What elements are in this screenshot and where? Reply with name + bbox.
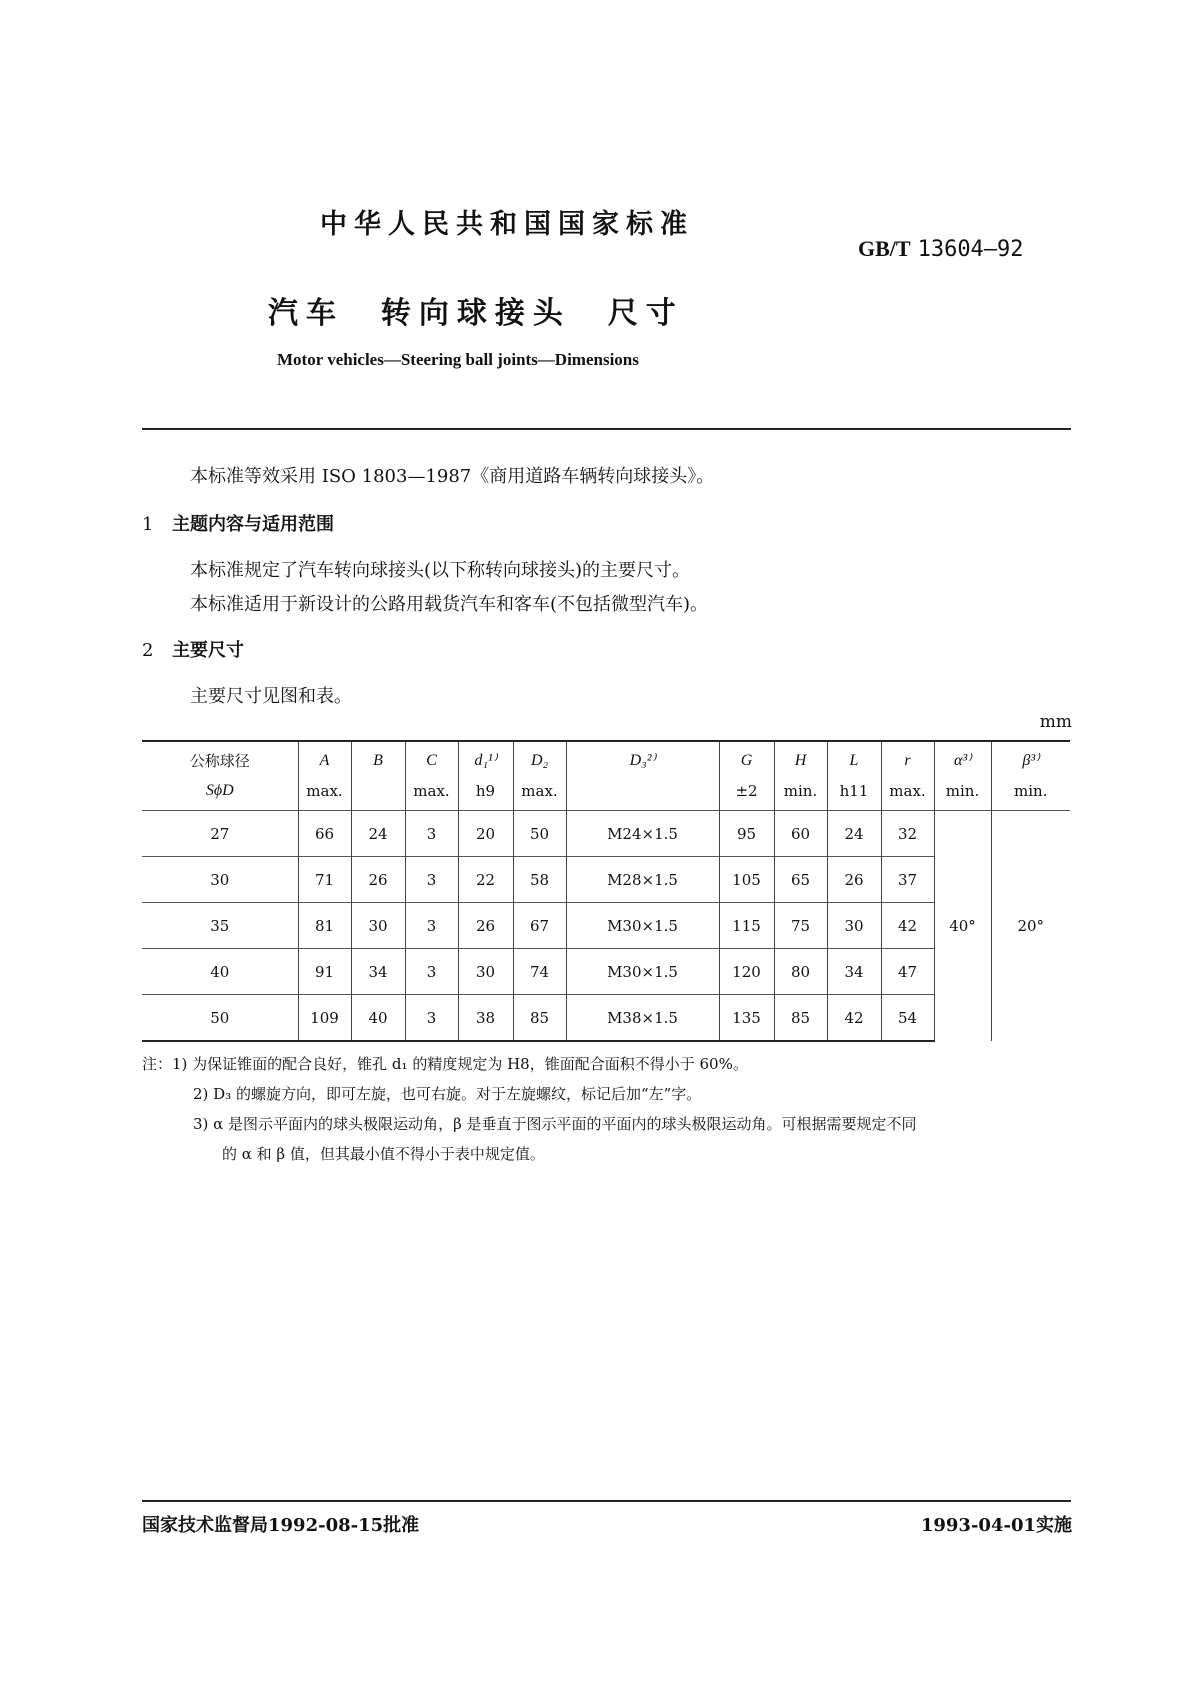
table-cell: 47 — [881, 949, 934, 995]
table-row — [142, 903, 1070, 949]
column-header — [142, 741, 298, 811]
section-2-heading — [142, 636, 244, 662]
table-cell: 105 — [719, 857, 774, 903]
column-header — [458, 741, 513, 811]
table-cell: 26 — [458, 903, 513, 949]
table-cell: M38×1.5 — [566, 995, 719, 1042]
table-cell: 85 — [774, 995, 827, 1042]
table-cell: 71 — [298, 857, 351, 903]
column-symbol: d₁¹⁾ — [474, 752, 497, 769]
table-cell: M24×1.5 — [566, 811, 719, 857]
table-cell: 81 — [298, 903, 351, 949]
column-symbol: H — [794, 752, 807, 769]
table-cell: 65 — [774, 857, 827, 903]
table-cell: 22 — [458, 857, 513, 903]
org-title: 中华人民共和国国家标准 — [320, 209, 694, 240]
column-qualifier — [352, 776, 405, 806]
column-symbol: β³⁾ — [1022, 752, 1040, 769]
table-cell: 75 — [774, 903, 827, 949]
column-qualifier: SϕD — [205, 782, 234, 799]
beta-value-cell: 20° — [991, 811, 1070, 1042]
table-cell: 50 — [513, 811, 566, 857]
column-qualifier: min. — [945, 782, 980, 800]
table-cell: 20 — [458, 811, 513, 857]
table-cell: 60 — [774, 811, 827, 857]
table-cell: 80 — [774, 949, 827, 995]
section-2-paragraph: 主要尺寸见图和表。 — [190, 686, 352, 707]
table-cell: 26 — [827, 857, 881, 903]
table-cell: 34 — [351, 949, 405, 995]
table-cell: 40 — [351, 995, 405, 1042]
table-cell: M30×1.5 — [566, 903, 719, 949]
table-cell: 26 — [351, 857, 405, 903]
column-symbol: α³⁾ — [953, 752, 972, 769]
section-1-heading — [142, 510, 334, 536]
table-cell: 27 — [142, 811, 298, 857]
table-row — [142, 949, 1070, 995]
table-row — [142, 811, 1070, 857]
table-cell: 34 — [827, 949, 881, 995]
table-cell: 30 — [827, 903, 881, 949]
table-cell: 37 — [881, 857, 934, 903]
chinese-title: 汽车 转向球接头 尺寸 — [268, 296, 684, 331]
column-header — [774, 741, 827, 811]
table-cell: 120 — [719, 949, 774, 995]
table-cell: 109 — [298, 995, 351, 1042]
column-header — [513, 741, 566, 811]
table-cell: 135 — [719, 995, 774, 1042]
column-qualifier — [567, 776, 719, 806]
column-symbol: G — [740, 752, 753, 769]
table-cell: 67 — [513, 903, 566, 949]
table-cell: 24 — [351, 811, 405, 857]
table-cell: 115 — [719, 903, 774, 949]
note-1: 注：1) 为保证锥面的配合良好，锥孔 d₁ 的精度规定为 H8，锥面配合面积不得小于 60%。 — [142, 1055, 748, 1073]
column-header — [351, 741, 405, 811]
table-cell: 3 — [405, 903, 458, 949]
section-2-number: 2 — [142, 640, 154, 661]
unit-label: mm — [1039, 712, 1072, 732]
table-cell: 91 — [298, 949, 351, 995]
table-cell: M30×1.5 — [566, 949, 719, 995]
column-qualifier: max. — [413, 782, 450, 800]
effective-date: 1993-04-01实施 — [920, 1515, 1072, 1536]
table-cell: 3 — [405, 857, 458, 903]
table-cell: 38 — [458, 995, 513, 1042]
column-qualifier: min. — [783, 782, 818, 800]
table-cell: 40 — [142, 949, 298, 995]
column-qualifier: ±2 — [735, 782, 758, 800]
column-symbol: A — [319, 752, 330, 769]
approval-date: 国家技术监督局1992-08-15批准 — [142, 1515, 420, 1536]
table-cell: 32 — [881, 811, 934, 857]
english-title: Motor vehicles—Steering ball joints—Dimensions — [277, 350, 639, 369]
table-row — [142, 995, 1070, 1042]
table-cell: 30 — [142, 857, 298, 903]
intro-paragraph: 本标准等效采用 ISO 1803—1987《商用道路车辆转向球接头》。 — [190, 466, 715, 487]
table-cell: M28×1.5 — [566, 857, 719, 903]
column-header — [719, 741, 774, 811]
note-3-continued: 的 α 和 β 值，但其最小值不得小于表中规定值。 — [222, 1145, 545, 1163]
standard-code: 13604—92 — [917, 237, 1024, 262]
column-symbol: r — [904, 752, 911, 769]
column-symbol: B — [373, 752, 383, 769]
table-header-row — [142, 741, 1070, 811]
column-header — [934, 741, 991, 811]
alpha-value-cell: 40° — [934, 811, 991, 1042]
table-cell: 74 — [513, 949, 566, 995]
table-cell: 54 — [881, 995, 934, 1042]
column-qualifier: h9 — [475, 782, 496, 800]
table-cell: 30 — [351, 903, 405, 949]
table-cell: 42 — [881, 903, 934, 949]
header-divider — [142, 428, 1071, 430]
section-1-paragraph-1: 本标准规定了汽车转向球接头(以下称转向球接头)的主要尺寸。 — [190, 560, 691, 581]
note-2: 2) D₃ 的螺旋方向，即可左旋，也可右旋。对于左旋螺纹，标记后加“左”字。 — [193, 1085, 702, 1103]
column-header — [827, 741, 881, 811]
column-header — [991, 741, 1070, 811]
dimensions-table — [142, 740, 1070, 1042]
column-qualifier: max. — [889, 782, 926, 800]
column-symbol: D₂ — [530, 752, 549, 769]
column-qualifier: max. — [306, 782, 343, 800]
table-cell: 66 — [298, 811, 351, 857]
table-cell: 35 — [142, 903, 298, 949]
column-qualifier: h11 — [839, 782, 869, 800]
footer-divider — [142, 1500, 1071, 1502]
table-cell: 85 — [513, 995, 566, 1042]
table-cell: 3 — [405, 811, 458, 857]
section-1-title: 主题内容与适用范围 — [172, 514, 334, 535]
table-cell: 58 — [513, 857, 566, 903]
table-row — [142, 857, 1070, 903]
table-cell: 30 — [458, 949, 513, 995]
column-header — [566, 741, 719, 811]
column-qualifier: max. — [521, 782, 558, 800]
column-symbol: L — [849, 752, 859, 769]
column-header — [405, 741, 458, 811]
standard-number — [858, 236, 1024, 262]
column-header — [298, 741, 351, 811]
table-cell: 3 — [405, 949, 458, 995]
section-2-title: 主要尺寸 — [172, 640, 244, 661]
column-symbol: 公称球径 — [189, 752, 250, 770]
table-cell: 24 — [827, 811, 881, 857]
note-3: 3) α 是图示平面内的球头极限运动角，β 是垂直于图示平面的平面内的球头极限运动角。可根据需要规定不同 — [193, 1115, 917, 1133]
column-symbol: C — [426, 752, 437, 769]
table-cell: 42 — [827, 995, 881, 1042]
section-1-paragraph-2: 本标准适用于新设计的公路用载货汽车和客车(不包括微型汽车)。 — [190, 594, 709, 615]
section-1-number: 1 — [142, 514, 154, 535]
column-header — [881, 741, 934, 811]
column-qualifier: min. — [1014, 782, 1048, 800]
table-cell: 95 — [719, 811, 774, 857]
table-cell: 3 — [405, 995, 458, 1042]
table-cell: 50 — [142, 995, 298, 1042]
standard-prefix: GB/T — [858, 236, 911, 261]
column-symbol: D₃²⁾ — [629, 752, 656, 769]
